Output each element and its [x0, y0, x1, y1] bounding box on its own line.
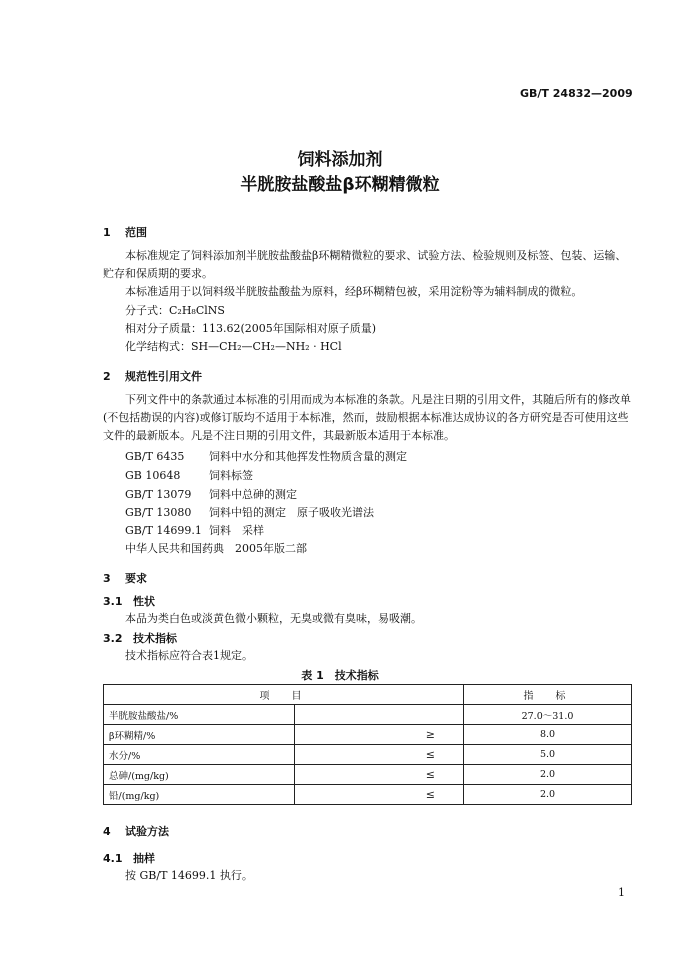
molecular-formula: 分子式：C₂H₈ClNS	[125, 304, 225, 317]
subsection-number: 3.1	[103, 595, 123, 608]
comparison-operator: ≤	[295, 785, 464, 805]
reference-title: 饲料中水分和其他挥发性物质含量的测定	[209, 450, 407, 463]
reference-title: 饲料中铅的测定 原子吸收光谱法	[209, 506, 374, 519]
appearance-text: 本品为类白色或淡黄色微小颗粒，无臭或微有臭味，易吸潮。	[125, 612, 422, 625]
pharmacopoeia-reference: 中华人民共和国药典 2005年版二部	[125, 542, 307, 555]
table-header-row	[104, 685, 632, 705]
item-value: 27.0～31.0	[464, 705, 632, 725]
subsection-3-1-heading	[103, 593, 155, 609]
table-caption: 表 1 技术指标	[301, 669, 379, 682]
item-name: 水分/%	[104, 745, 295, 765]
section-number: 1	[103, 226, 111, 239]
subsection-4-1-heading	[103, 850, 155, 866]
reference-item	[125, 448, 407, 464]
item-name: 半胱胺盐酸盐/%	[104, 705, 295, 725]
reference-code: GB 10648	[125, 469, 181, 482]
item-value: 2.0	[464, 785, 632, 805]
reference-code: GB/T 13080	[125, 506, 192, 519]
table-row	[104, 745, 632, 765]
molecular-mass: 相对分子质量：113.62(2005年国际相对原子质量)	[125, 322, 377, 335]
spec-table	[103, 684, 632, 805]
reference-title: 饲料标签	[209, 469, 253, 482]
subsection-title: 技术指标	[133, 632, 177, 645]
normative-paragraph: 下列文件中的条款通过本标准的引用而成为本标准的条款。凡是注日期的引用文件，其随后所有的修改单(不包括勘误的内容)或修订版均不适用于本标准，然而，鼓励根据本标准达成协议的各方研究是否可使用这些文件的最新版本。凡是不注日期的引用文件，其最新版本适用于本标准。	[103, 393, 631, 442]
column-header-item: 项 目	[104, 685, 464, 705]
subsection-3-2-heading	[103, 630, 177, 646]
item-name: 铅/(mg/kg)	[104, 785, 295, 805]
reference-code: GB/T 13079	[125, 488, 192, 501]
section-title: 要求	[125, 572, 147, 585]
table-row	[104, 765, 632, 785]
reference-title: 饲料中总砷的测定	[209, 488, 297, 501]
reference-item	[125, 504, 374, 520]
comparison-operator	[295, 705, 464, 725]
title-line-1: 饲料添加剂	[297, 150, 383, 170]
item-value: 8.0	[464, 725, 632, 745]
item-name: β环糊精/%	[104, 725, 295, 745]
section-title: 规范性引用文件	[125, 370, 202, 383]
reference-item	[125, 467, 253, 483]
structural-formula: 化学结构式：SH—CH₂—CH₂—NH₂ · HCl	[125, 340, 342, 353]
reference-item	[125, 486, 297, 502]
table-row	[104, 785, 632, 805]
table-row	[104, 725, 632, 745]
subsection-title: 抽样	[133, 852, 155, 865]
comparison-operator: ≤	[295, 745, 464, 765]
section-number: 4	[103, 825, 111, 838]
subsection-number: 4.1	[103, 852, 123, 865]
standard-number: GB/T 24832—2009	[520, 87, 633, 100]
page-number: 1	[618, 886, 625, 899]
table-row	[104, 705, 632, 725]
reference-item	[125, 522, 264, 538]
reference-code: GB/T 6435	[125, 450, 185, 463]
section-title: 范围	[125, 226, 147, 239]
section-number: 3	[103, 572, 111, 585]
subsection-title: 性状	[133, 595, 155, 608]
section-1-heading	[103, 224, 147, 240]
section-title: 试验方法	[125, 825, 169, 838]
item-name: 总砷/(mg/kg)	[104, 765, 295, 785]
item-value: 2.0	[464, 765, 632, 785]
item-value: 5.0	[464, 745, 632, 765]
reference-title: 饲料 采样	[209, 524, 264, 537]
comparison-operator: ≥	[295, 725, 464, 745]
scope-paragraph-2: 本标准适用于以饲料级半胱胺盐酸盐为原料，经β环糊精包被，采用淀粉等为辅料制成的微粒。	[125, 285, 583, 298]
spec-intro-text: 技术指标应符合表1规定。	[125, 649, 253, 662]
column-header-value: 指 标	[464, 685, 632, 705]
title-line-2: 半胱胺盐酸盐β环糊精微粒	[240, 175, 440, 195]
section-3-heading	[103, 570, 147, 586]
section-2-heading	[103, 368, 202, 384]
section-number: 2	[103, 370, 111, 383]
section-4-heading	[103, 823, 169, 839]
reference-code: GB/T 14699.1	[125, 524, 202, 537]
subsection-number: 3.2	[103, 632, 123, 645]
comparison-operator: ≤	[295, 765, 464, 785]
sampling-text: 按 GB/T 14699.1 执行。	[125, 869, 253, 882]
scope-paragraph-1: 本标准规定了饲料添加剂半胱胺盐酸盐β环糊精微粒的要求、试验方法、检验规则及标签、包装、运输、贮存和保质期的要求。	[103, 249, 627, 280]
